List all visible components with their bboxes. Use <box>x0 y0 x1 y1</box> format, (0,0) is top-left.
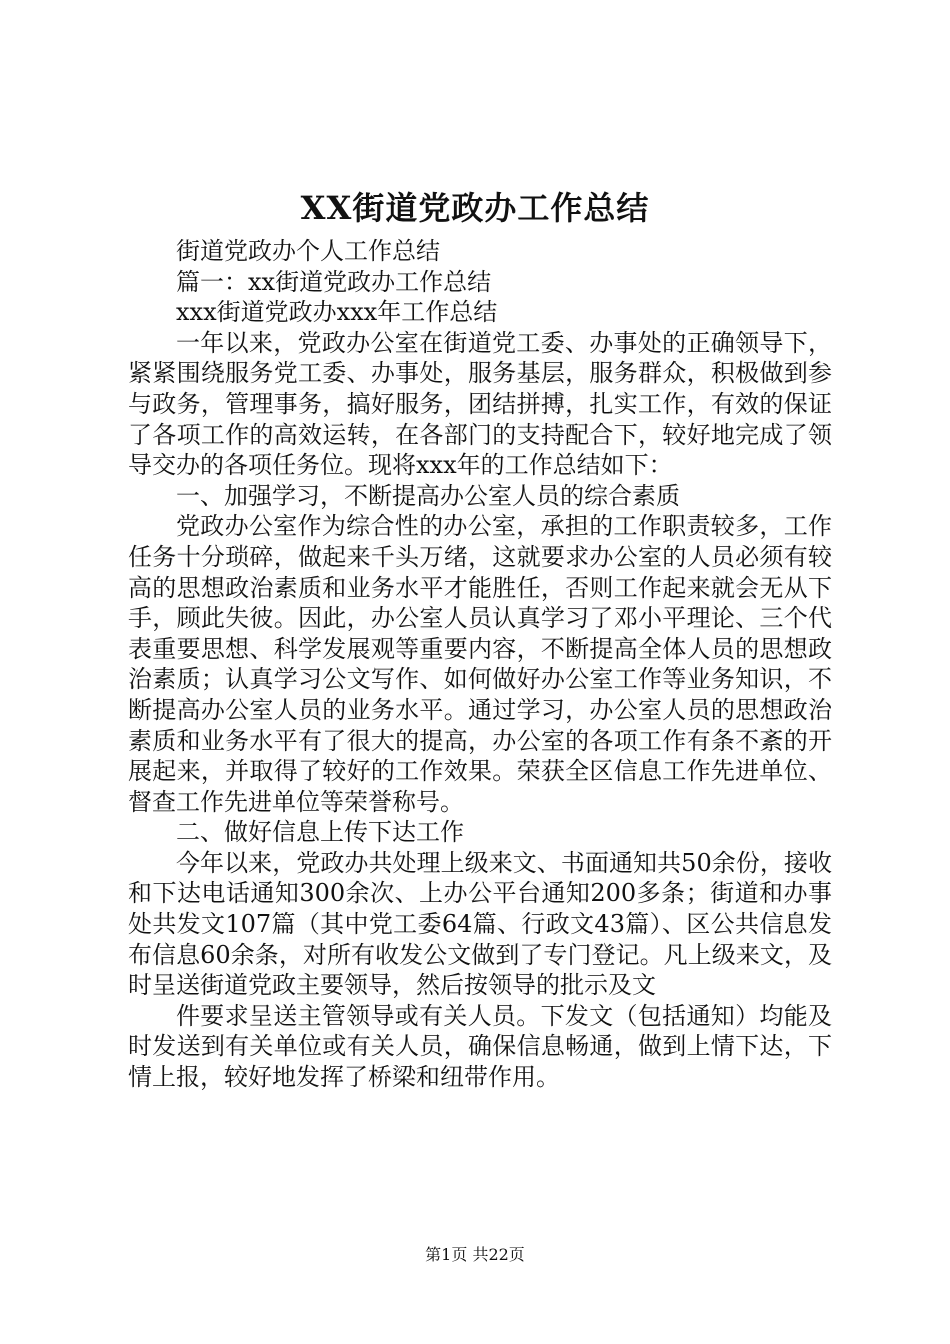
section-heading-1: 一、加强学习，不断提高办公室人员的综合素质 <box>176 481 680 510</box>
paragraph-study: 党政办公室作为综合性的办公室，承担的工作职责较多，工作任务十分琐碎，做起来千头万绪，这就要求办公室的人员必须有较高的思想政治素质和业务水平才能胜任，否则工作起来就会无从下手，顾此失彼。因此，办公室人员认真学习了邓小平理论、三个代表重要思想、科学发展观等重要内容，不断提高全体人员的思想政治素质；认真学习公文写作、如何做好办公室工作等业务知识，不断提高办公室人员的业务水平。通过学习，办公室人员的思想政治素质和业务水平有了很大的提高，办公室的各项工作有条不紊的开展起来，并取得了较好的工作效果。荣获全区信息工作先进单位、督查工作先进单位等荣誉称号。 <box>128 512 832 816</box>
document-body <box>128 236 832 1093</box>
paragraph-information: 今年以来，党政办共处理上级来文、书面通知共50余份，接收和下达电话通知300余次、上办公平台通知200多条；街道和办事处共发文107篇（其中党工委64篇、行政文43篇）、区公共信息发布信息60余条，对所有收发公文做到了专门登记。凡上级来文，及时呈送街道党政主要领导，然后按领导的批示及文 <box>128 848 832 1000</box>
paragraph-chapter-heading: 篇一：xx街道党政办工作总结 <box>176 267 492 296</box>
page-number: 第1页 共22页 <box>425 1245 525 1264</box>
paragraph-report-title: xxx街道党政办xxx年工作总结 <box>176 298 498 327</box>
paragraph-intro: 一年以来，党政办公室在街道党工委、办事处的正确领导下，紧紧围绕服务党工委、办事处，服务基层，服务群众，积极做到参与政务，管理事务，搞好服务，团结拼搏，扎实工作，有效的保证了各项工作的高效运转，在各部门的支持配合下，较好地完成了领导交办的各项任务位。现将xxx年的工作总结如下： <box>128 328 832 480</box>
paragraph-continuation: 件要求呈送主管领导或有关人员。下发文（包括通知）均能及时发送到有关单位或有关人员，确保信息畅通，做到上情下达，下情上报，较好地发挥了桥梁和纽带作用。 <box>128 1001 832 1092</box>
section-heading-2: 二、做好信息上传下达工作 <box>176 818 464 847</box>
paragraph-subtitle: 街道党政办个人工作总结 <box>176 237 440 265</box>
document-title: XX街道党政办工作总结 <box>300 189 650 227</box>
